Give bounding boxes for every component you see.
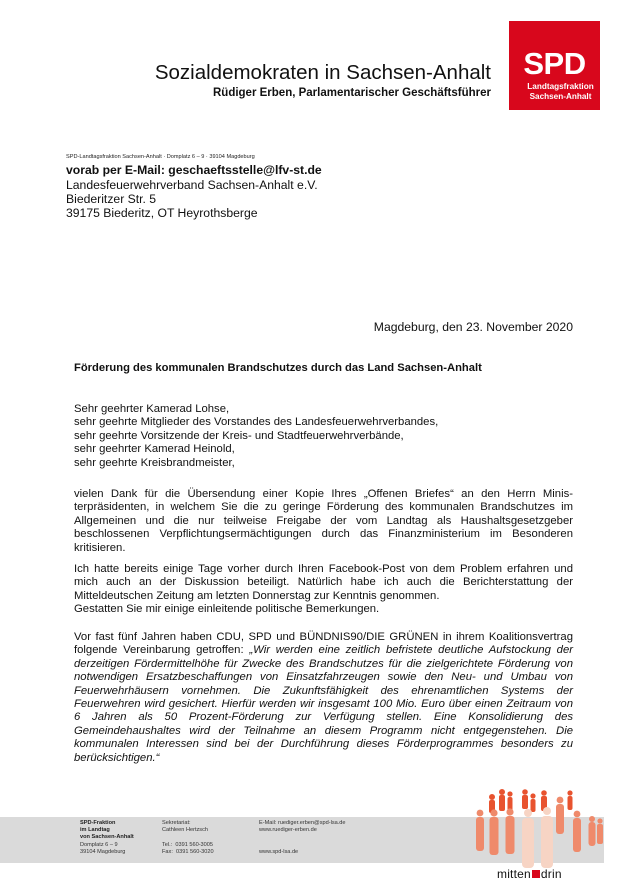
person-silhouette <box>522 789 528 809</box>
paragraph-remarks: Gestatten Sie mir einige einleitende politische Bemerkungen. <box>74 603 380 615</box>
footer-faction: SPD-Fraktion <box>80 820 116 826</box>
person-silhouette <box>567 790 572 810</box>
salutation-line: sehr geehrte Mitglieder des Vorstandes des Landesfeuerwehrverbandes, <box>74 416 439 429</box>
salutation-block <box>74 403 573 470</box>
person-silhouette <box>530 793 535 812</box>
person-silhouette <box>507 791 512 811</box>
footer-contact-column <box>259 820 346 856</box>
footer-address-column <box>80 820 134 856</box>
footer-faction-line3: von Sachsen-Anhalt <box>80 834 134 841</box>
person-silhouette <box>522 809 534 868</box>
crowd-silhouettes-icon <box>470 780 610 872</box>
salutation-line: Sehr geehrter Kamerad Lohse, <box>74 403 230 415</box>
person-silhouette <box>490 809 499 855</box>
org-subtitle: Rüdiger Erben, Parlamentarischer Geschäftsführer <box>212 87 491 99</box>
recipient-email-line: vorab per E-Mail: geschaeftsstelle@lfv-st.de <box>66 163 322 177</box>
person-silhouette <box>476 810 484 851</box>
recipient-name: Landesfeuerwehrverband Sachsen-Anhalt e.V. <box>66 178 318 192</box>
footer-faction-line2: im Landtag <box>80 827 110 834</box>
footer-secretary-name: Cathleen Hertzsch <box>162 827 209 834</box>
person-silhouette <box>541 807 553 868</box>
footer-city: 39104 Magdeburg <box>80 848 126 855</box>
spd-logo-line2: Sachsen-Anhalt <box>529 92 592 101</box>
footer-fax: Fax: 0391 560-3020 <box>162 848 214 855</box>
footer-spd-website-link[interactable]: www.spd-lsa.de <box>259 848 299 855</box>
person-silhouette <box>499 789 505 811</box>
paragraph-facebook: Ich hatte bereits einige Tage vorher durch Ihren Facebook-Post von dem Problem erfahren und mich auch an der Diskussion beteiligt. Natürlich habe ich auch die Berichterstattung der Mitteldeutschen Zeitung am letzten Donnerstag zur Kenntnis genommen. <box>74 563 573 602</box>
sender-return-line: SPD-Landtagsfraktion Sachsen-Anhalt · Domplatz 6 – 9 · 39104 Magdeburg <box>66 154 255 160</box>
coalition-quote: „Wir werden eine zeitlich befristete deutliche Aufstockung der derzeitigen Fördermittelhöhe für Zwecke des Brandschutzes für die zielgerichtete Förderung von notwendigen Ersatzbeschaffungen von Einsatzfahrzeugen sowie den Neu- und Umbau von Feuerwehrhäusern vornehmen. Die Zukunftsfähigkeit des ehrenamtlichen Systems der Feuerwehren wird gesichert. Hierfür werden wir insgesamt 100 Mio. Euro über einen Zeitraum von 6 Jahren als 50 Prozent-Förderung zur Verfügung stellen. Eine Konsolidierung des Gemeindehaushaltes wird der Teilnahme an diesem Programm nicht entgegenstehen. Die kommunalen Interessen sind bei der Durchführung dieses Förderprogrammes besonders zu berücksichtigen.“ <box>74 644 574 764</box>
person-silhouette <box>506 808 515 854</box>
spd-logo <box>509 21 600 110</box>
salutation-line: sehr geehrte Vorsitzende der Kreis- und Stadtfeuerwehrverbände, <box>74 429 404 442</box>
letter-date: Magdeburg, den 23. November 2020 <box>373 320 573 334</box>
footer-phone: Tel.: 0391 560-3005 <box>162 841 214 848</box>
slogan-drin: drin <box>540 867 562 881</box>
mittendrin-slogan <box>497 867 562 881</box>
person-silhouette <box>573 811 581 852</box>
person-silhouette <box>556 797 564 834</box>
footer-secretariat-label: Sekretariat: <box>162 820 191 826</box>
footer-email-link[interactable]: E-Mail: ruediger.erben@spd-lsa.de <box>259 820 346 826</box>
letter-subject: Förderung des kommunalen Brandschutzes durch das Land Sachsen-Anhalt <box>74 362 482 374</box>
red-square-icon <box>532 870 540 878</box>
person-silhouette <box>597 818 603 844</box>
salutation-line: sehr geehrter Kamerad Heinold, <box>74 443 235 456</box>
paragraph-thanks: vielen Dank für die Übersendung einer Kopie Ihres „Offenen Briefes“ an den Herrn Ministerpräsidenten, in welchem Sie die zu geringe Förderung des kommunalen Brandschutzes im Allgemeinen und die nur teilweise Freigabe der vom Landtag als Haushaltsgesetzgeber beschlossenen Verpflichtungsermächtigungen durch das Finanzministerium im Besonderen kritisieren. <box>74 488 573 554</box>
coalition-intro: Vor fast fünf Jahren haben CDU, SPD und BÜNDNIS90/DIE GRÜNEN in ihrem Koalitionsvertrag folgende Vereinbarung getroffen: <box>74 631 573 657</box>
paragraph-coalition <box>74 631 573 765</box>
footer-street: Domplatz 6 – 9 <box>80 841 118 848</box>
spd-logo-word: SPD <box>523 46 586 81</box>
recipient-street: Biederitzer Str. 5 <box>66 192 157 206</box>
person-silhouette <box>589 816 596 846</box>
slogan-mitten: mitten <box>497 867 531 881</box>
recipient-city: 39175 Biederitz, OT Heyrothsberge <box>66 206 258 220</box>
org-title: Sozialdemokraten in Sachsen-Anhalt <box>154 61 491 84</box>
salutation-line: sehr geehrte Kreisbrandmeister, <box>74 456 235 469</box>
spd-logo-line1: Landtagsfraktion <box>527 82 594 91</box>
footer-website-link[interactable]: www.ruediger-erben.de <box>259 827 317 834</box>
footer-secretariat-column <box>162 820 214 856</box>
